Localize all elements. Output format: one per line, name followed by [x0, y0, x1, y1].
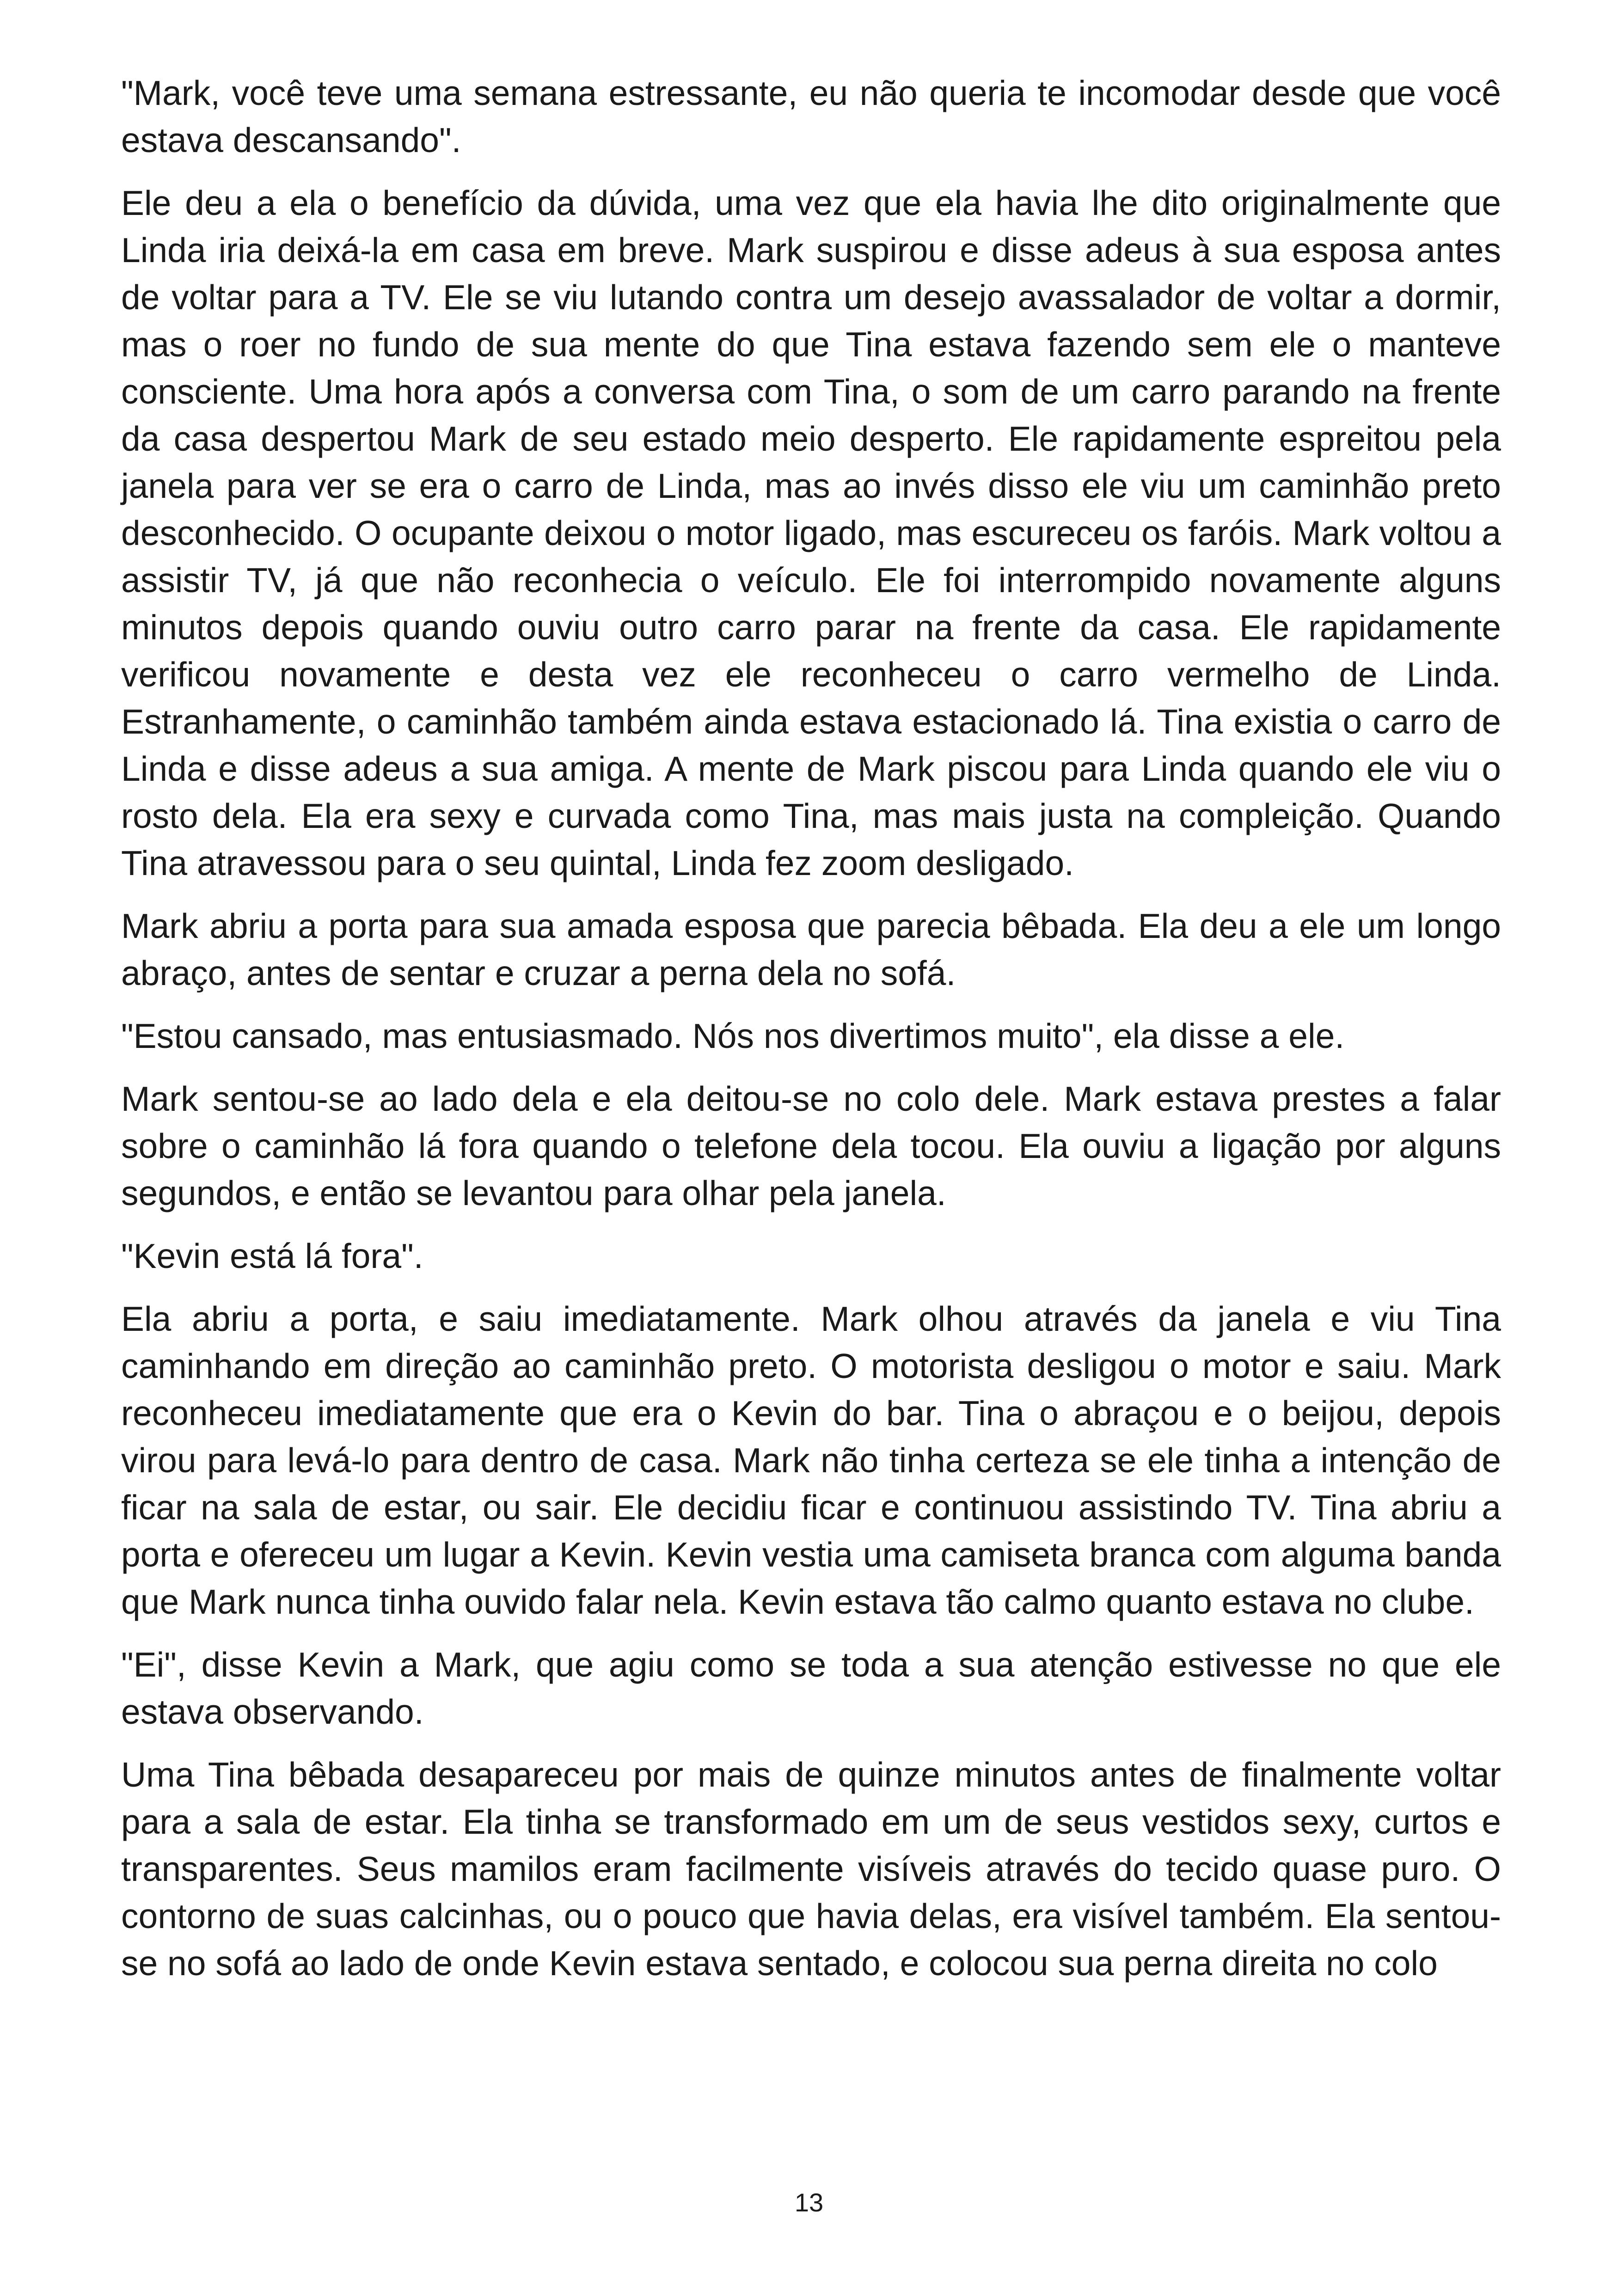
paragraph-3: Mark abriu a porta para sua amada esposa que parecia bêbada. Ela deu a ele um longo abraço, antes de sentar e cruzar a perna dela no sofá. [121, 906, 1501, 992]
paragraph-5: Mark sentou-se ao lado dela e ela deitou-se no colo dele. Mark estava prestes a falar sobre o caminhão lá fora quando o telefone dela tocou. Ela ouviu a ligação por alguns segundos, e então se levantou para olhar pela janela. [121, 1079, 1501, 1212]
paragraph-4: "Estou cansado, mas entusiasmado. Nós nos divertimos muito", ela disse a ele. [121, 1016, 1345, 1055]
paragraph-7: Ela abriu a porta, e saiu imediatamente. Mark olhou através da janela e viu Tina caminhando em direção ao caminhão preto. O motorista desligou o motor e saiu. Mark reconheceu imediatamente que era o Kevin do bar. Tina o abraçou e o beijou, depois virou para levá-lo para dentro de casa. Mark não tinha certeza se ele tinha a intenção de ficar na sala de estar, ou sair. Ele decidiu ficar e continuou assistindo TV. Tina abriu a porta e ofereceu um lugar a Kevin. Kevin vestia uma camiseta branca com alguma banda que Mark nunca tinha ouvido falar nela. Kevin estava tão calmo quanto estava no clube. [121, 1299, 1501, 1621]
document-page [121, 69, 1501, 2149]
page-number: 13 [794, 2188, 824, 2217]
paragraph-1: "Mark, você teve uma semana estressante, eu não queria te incomodar desde que você estava descansando". [121, 73, 1501, 159]
paragraph-2: Ele deu a ela o benefício da dúvida, uma vez que ela havia lhe dito originalmente que Linda iria deixá-la em casa em breve. Mark suspirou e disse adeus à sua esposa antes de voltar para a TV. Ele se viu lutando contra um desejo avassalador de voltar a dormir, mas o roer no fundo de sua mente do que Tina estava fazendo sem ele o manteve consciente. Uma hora após a conversa com Tina, o som de um carro parando na frente da casa despertou Mark de seu estado meio desperto. Ele rapidamente espreitou pela janela para ver se era o carro de Linda, mas ao invés disso ele viu um caminhão preto desconhecido. O ocupante deixou o motor ligado, mas escureceu os faróis. Mark voltou a assistir TV, já que não reconhecia o veículo. Ele foi interrompido novamente alguns minutos depois quando ouviu outro carro parar na frente da casa. Ele rapidamente verificou novamente e desta vez ele reconheceu o carro vermelho de Linda. Estranhamente, o caminhão também ainda estava estacionado lá. Tina existia o carro de Linda e disse adeus a sua amiga. A mente de Mark piscou para Linda quando ele viu o rosto dela. Ela era sexy e curvada como Tina, mas mais justa na compleição. Quando Tina atravessou para o seu quintal, Linda fez zoom desligado. [121, 184, 1501, 882]
paragraph-8: "Ei", disse Kevin a Mark, que agiu como se toda a sua atenção estivesse no que ele estava observando. [121, 1645, 1501, 1731]
paragraph-9: Uma Tina bêbada desapareceu por mais de quinze minutos antes de finalmente voltar para a sala de estar. Ela tinha se transformado em um de seus vestidos sexy, curtos e transparentes. Seus mamilos eram facilmente visíveis através do tecido quase puro. O contorno de suas calcinhas, ou o pouco que havia delas, era visível também. Ela sentou-se no sofá ao lado de onde Kevin estava sentado, e colocou sua perna direita no colo [121, 1755, 1501, 1983]
paragraph-6: "Kevin está lá fora". [121, 1237, 423, 1275]
